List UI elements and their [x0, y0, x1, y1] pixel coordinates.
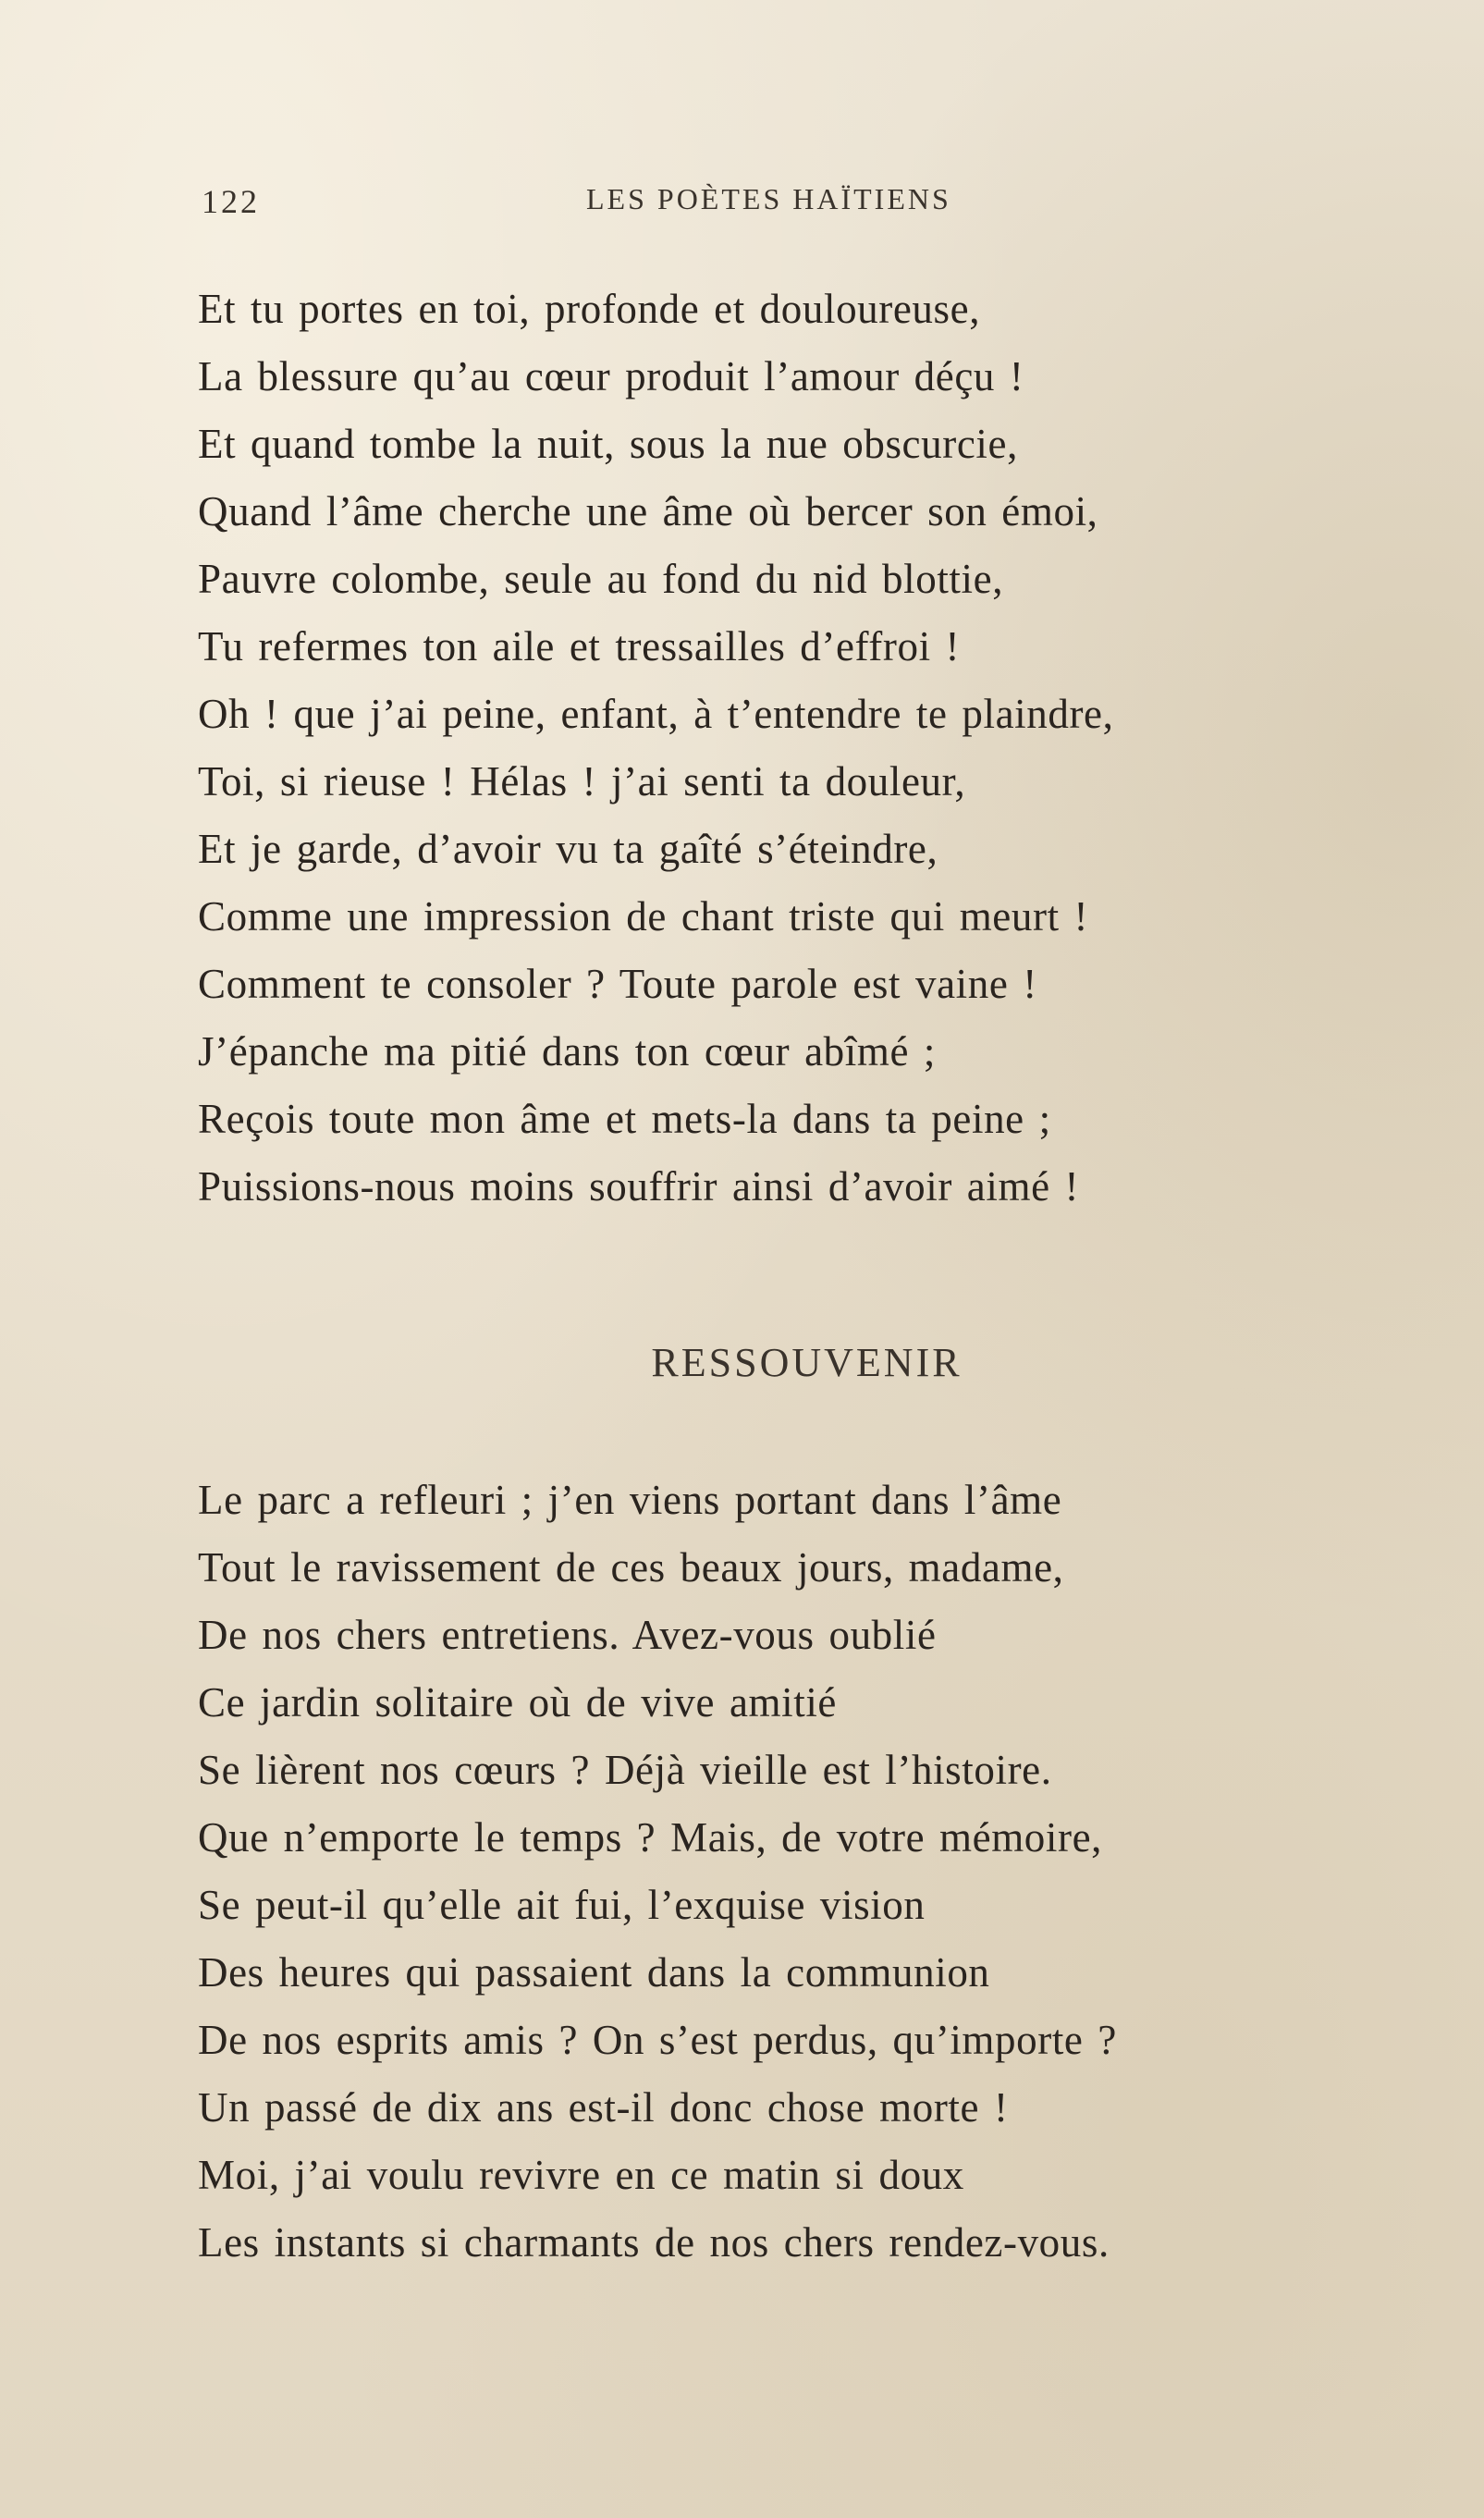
- verse-line: Toi, si rieuse ! Hélas ! j’ai senti ta douleur,: [198, 758, 966, 805]
- poem-stanza: [198, 1467, 1117, 2277]
- verse-line: Quand l’âme cherche une âme où bercer son émoi,: [198, 488, 1098, 534]
- verse-line: De nos chers entretiens. Avez-vous oublié: [198, 1612, 937, 1658]
- verse-line: Reçois toute mon âme et mets-la dans ta peine ;: [198, 1096, 1051, 1142]
- verse-line: Un passé de dix ans est-il donc chose morte !: [198, 2084, 1009, 2131]
- verse-line: Comme une impression de chant triste qui meurt !: [198, 893, 1089, 940]
- verse-line: Des heures qui passaient dans la communion: [198, 1949, 990, 1996]
- verse-line: De nos esprits amis ? On s’est perdus, qu’importe ?: [198, 2017, 1117, 2063]
- verse-line: Ce jardin solitaire où de vive amitié: [198, 1679, 838, 1726]
- verse-line: Se lièrent nos cœurs ? Déjà vieille est l’histoire.: [198, 1747, 1052, 1793]
- verse-line: Et je garde, d’avoir vu ta gaîté s’éteindre,: [198, 826, 938, 872]
- verse-line: Les instants si charmants de nos chers rendez-vous.: [198, 2219, 1110, 2266]
- verse-line: Comment te consoler ? Toute parole est vaine !: [198, 961, 1037, 1007]
- verse-line: Et tu portes en toi, profonde et douloureuse,: [198, 286, 981, 332]
- poem-title: RESSOUVENIR: [651, 1340, 963, 1385]
- verse-line: J’épanche ma pitié dans ton cœur abîmé ;: [198, 1028, 936, 1075]
- verse-line: Pauvre colombe, seule au fond du nid blottie,: [198, 556, 1004, 602]
- running-head: [198, 182, 1391, 228]
- verse-line: Que n’emporte le temps ? Mais, de votre mémoire,: [198, 1814, 1103, 1861]
- verse-line: Oh ! que j’ai peine, enfant, à t’entendre te plaindre,: [198, 691, 1114, 737]
- page-number: 122: [202, 183, 260, 220]
- verse-line: Tu refermes ton aile et tressailles d’effroi !: [198, 623, 961, 669]
- verse-line: Moi, j’ai voulu revivre en ce matin si doux: [198, 2152, 964, 2198]
- verse-line: Le parc a refleuri ; j’en viens portant dans l’âme: [198, 1477, 1062, 1523]
- verse-line: La blessure qu’au cœur produit l’amour déçu !: [198, 353, 1024, 399]
- poem-ending-stanza: [198, 276, 1113, 1221]
- verse-line: Se peut-il qu’elle ait fui, l’exquise vision: [198, 1882, 926, 1928]
- book-title: LES POÈTES HAÏTIENS: [586, 182, 951, 215]
- verse-line: Puissions-nous moins souffrir ainsi d’avoir aimé !: [198, 1163, 1080, 1210]
- verse-line: Tout le ravissement de ces beaux jours, madame,: [198, 1544, 1064, 1591]
- verse-line: Et quand tombe la nuit, sous la nue obscurcie,: [198, 421, 1018, 467]
